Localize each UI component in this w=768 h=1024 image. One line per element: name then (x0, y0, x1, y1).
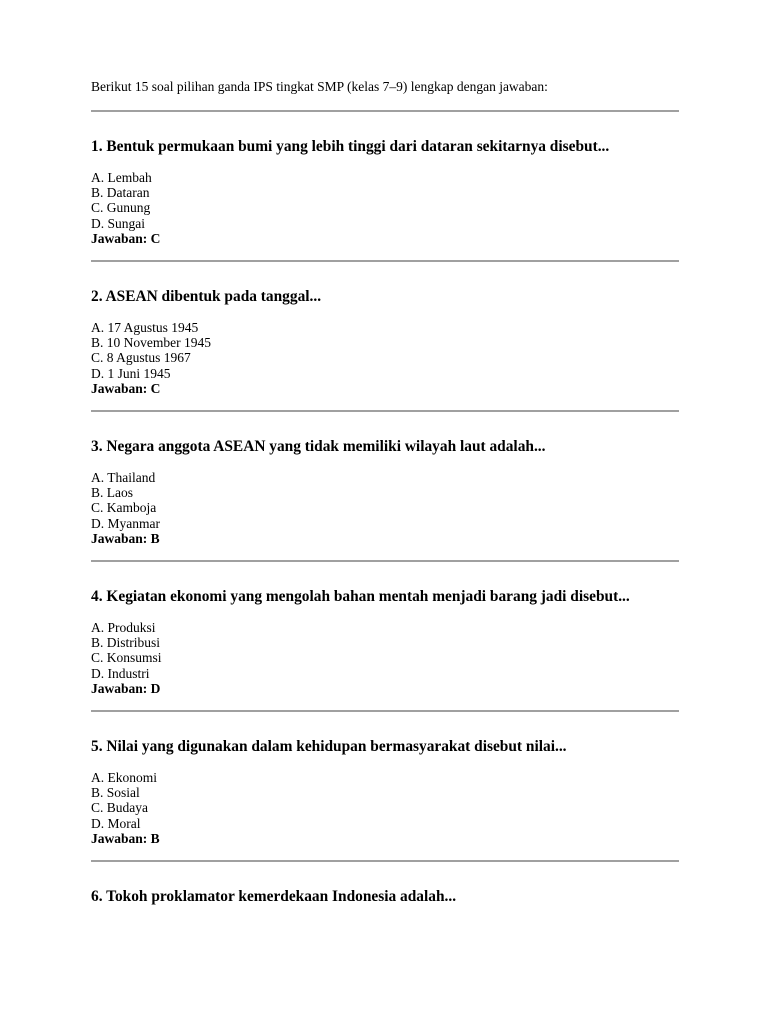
option-list (91, 620, 679, 681)
divider (91, 110, 679, 112)
option-item: B. Dataran (91, 185, 150, 201)
document-page (91, 78, 679, 906)
option-item: A. Lembah (91, 170, 152, 185)
option-item: D. Moral (91, 815, 141, 831)
option-item: A. Thailand (91, 470, 156, 486)
question-block (91, 888, 679, 906)
option-item: B. Laos (91, 485, 133, 501)
question-block (91, 438, 679, 546)
question-block (91, 138, 679, 246)
option-item: D. Sungai (91, 215, 145, 231)
divider (91, 560, 679, 562)
option-item: C. Kamboja (91, 500, 157, 516)
divider (91, 260, 679, 262)
answer-text: Jawaban: D (91, 680, 161, 696)
divider (91, 860, 679, 862)
option-item: A. Ekonomi (91, 770, 157, 786)
option-list (91, 170, 679, 231)
answer-text: Jawaban: B (91, 830, 160, 846)
question-block (91, 288, 679, 396)
answer-text: Jawaban: C (91, 230, 161, 246)
option-list (91, 770, 679, 831)
option-item: D. 1 Juni 1945 (91, 365, 171, 381)
divider (91, 710, 679, 712)
option-item: D. Industri (91, 665, 150, 681)
question-text: 3. Negara anggota ASEAN yang tidak memiliki wilayah laut adalah... (91, 438, 546, 456)
option-list (91, 320, 679, 381)
option-list (91, 470, 679, 531)
option-item: D. Myanmar (91, 515, 160, 531)
intro-text: Berikut 15 soal pilihan ganda IPS tingkat SMP (kelas 7–9) lengkap dengan jawaban: (91, 79, 548, 94)
question-block (91, 738, 679, 846)
option-item: C. Budaya (91, 800, 148, 816)
question-text: 2. ASEAN dibentuk pada tanggal... (91, 288, 322, 306)
question-text: 5. Nilai yang digunakan dalam kehidupan bermasyarakat disebut nilai... (91, 738, 567, 756)
question-text: 1. Bentuk permukaan bumi yang lebih tinggi dari dataran sekitarnya disebut... (91, 138, 610, 155)
answer-text: Jawaban: C (91, 380, 161, 396)
option-item: B. 10 November 1945 (91, 335, 211, 351)
option-item: B. Distribusi (91, 635, 161, 651)
option-item: C. 8 Agustus 1967 (91, 350, 191, 366)
option-item: A. 17 Agustus 1945 (91, 320, 199, 336)
option-item: A. Produksi (91, 620, 156, 636)
option-item: C. Konsumsi (91, 650, 162, 666)
question-text: 6. Tokoh proklamator kemerdekaan Indonesia adalah... (91, 888, 457, 906)
divider (91, 410, 679, 412)
question-text: 4. Kegiatan ekonomi yang mengolah bahan mentah menjadi barang jadi disebut... (91, 588, 630, 606)
option-item: C. Gunung (91, 200, 151, 216)
question-block (91, 588, 679, 696)
answer-text: Jawaban: B (91, 530, 160, 546)
option-item: B. Sosial (91, 785, 140, 801)
